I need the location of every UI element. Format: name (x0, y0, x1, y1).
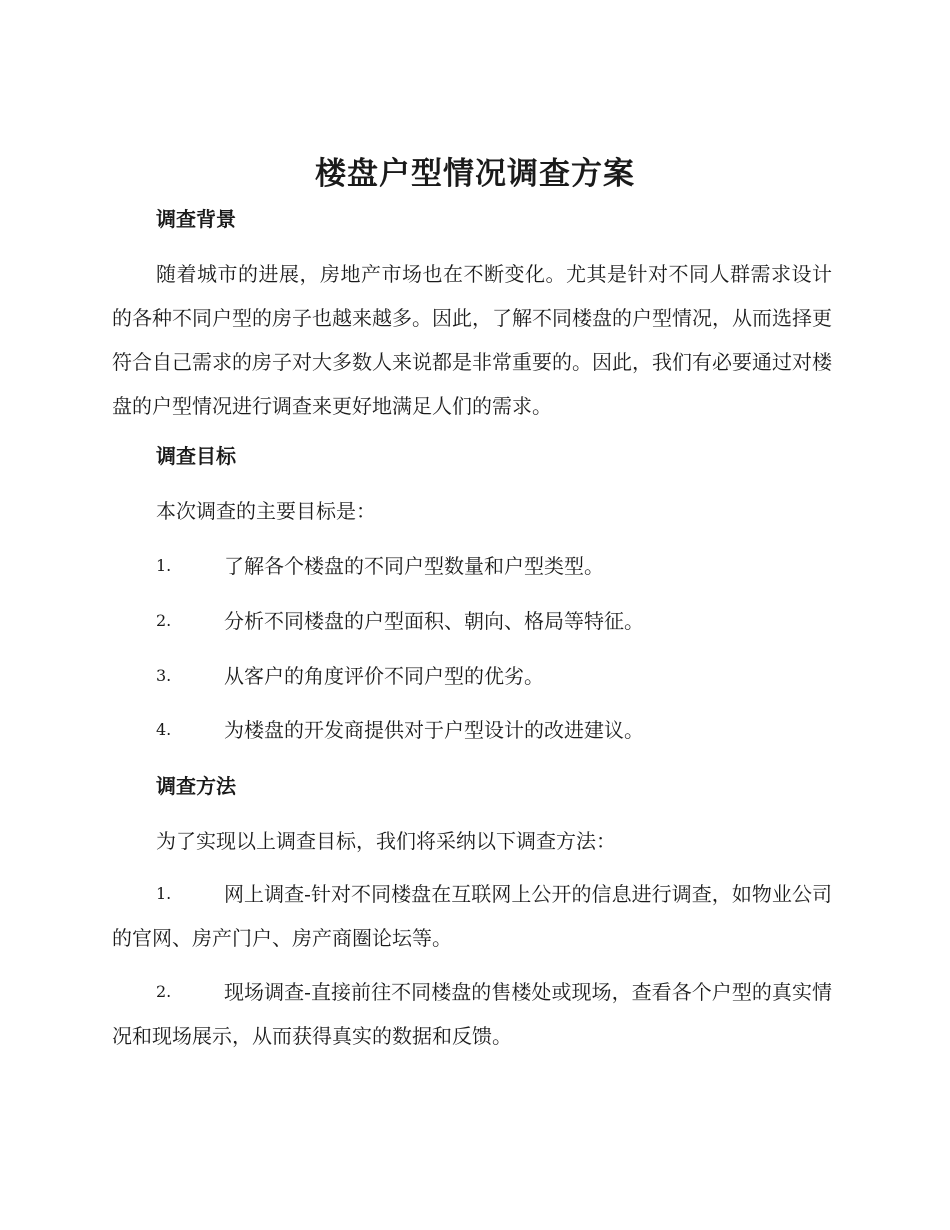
goal-item-text: 为楼盘的开发商提供对于户型设计的改进建议。 (224, 718, 644, 742)
goal-item-2 (112, 599, 832, 643)
method-item-text: 现场调查-直接前往不同楼盘的售楼处或现场，查看各个户型的真实情况和现场展示，从而获得真实的数据和反馈。 (112, 980, 832, 1048)
method-item-1 (112, 872, 832, 960)
goal-item-number: 2. (156, 611, 172, 630)
goal-item-text: 了解各个楼盘的不同户型数量和户型类型。 (224, 554, 604, 578)
goal-item-text: 从客户的角度评价不同户型的优劣。 (224, 664, 544, 688)
method-item-2 (112, 970, 832, 1058)
method-item-text: 网上调查-针对不同楼盘在互联网上公开的信息进行调查，如物业公司的官网、房产门户、房产商圈论坛等。 (112, 882, 832, 950)
goal-item-number: 4. (156, 720, 172, 739)
section-heading-methods: 调查方法 (156, 774, 236, 798)
method-item-number: 1. (156, 884, 172, 903)
section-heading-background: 调查背景 (156, 207, 236, 231)
goal-item-3 (112, 654, 832, 698)
method-item-number: 2. (156, 982, 172, 1001)
document-title: 楼盘户型情况调查方案 (315, 156, 635, 192)
goal-item-number: 1. (156, 556, 172, 575)
goal-item-4 (112, 708, 832, 752)
goal-item-text: 分析不同楼盘的户型面积、朝向、格局等特征。 (224, 609, 644, 633)
goal-item-1 (112, 544, 832, 588)
section-heading-goals: 调查目标 (156, 444, 236, 468)
background-paragraph: 随着城市的进展，房地产市场也在不断变化。尤其是针对不同人群需求设计的各种不同户型的房子也越来越多。因此，了解不同楼盘的户型情况，从而选择更符合自己需求的房子对大多数人来说都是非常重要的。因此，我们有必要通过对楼盘的户型情况进行调查来更好地满足人们的需求。 (112, 262, 832, 418)
goals-intro: 本次调查的主要目标是： (156, 499, 376, 523)
goal-item-number: 3. (156, 666, 172, 685)
methods-intro: 为了实现以上调查目标，我们将采纳以下调查方法： (156, 829, 616, 853)
